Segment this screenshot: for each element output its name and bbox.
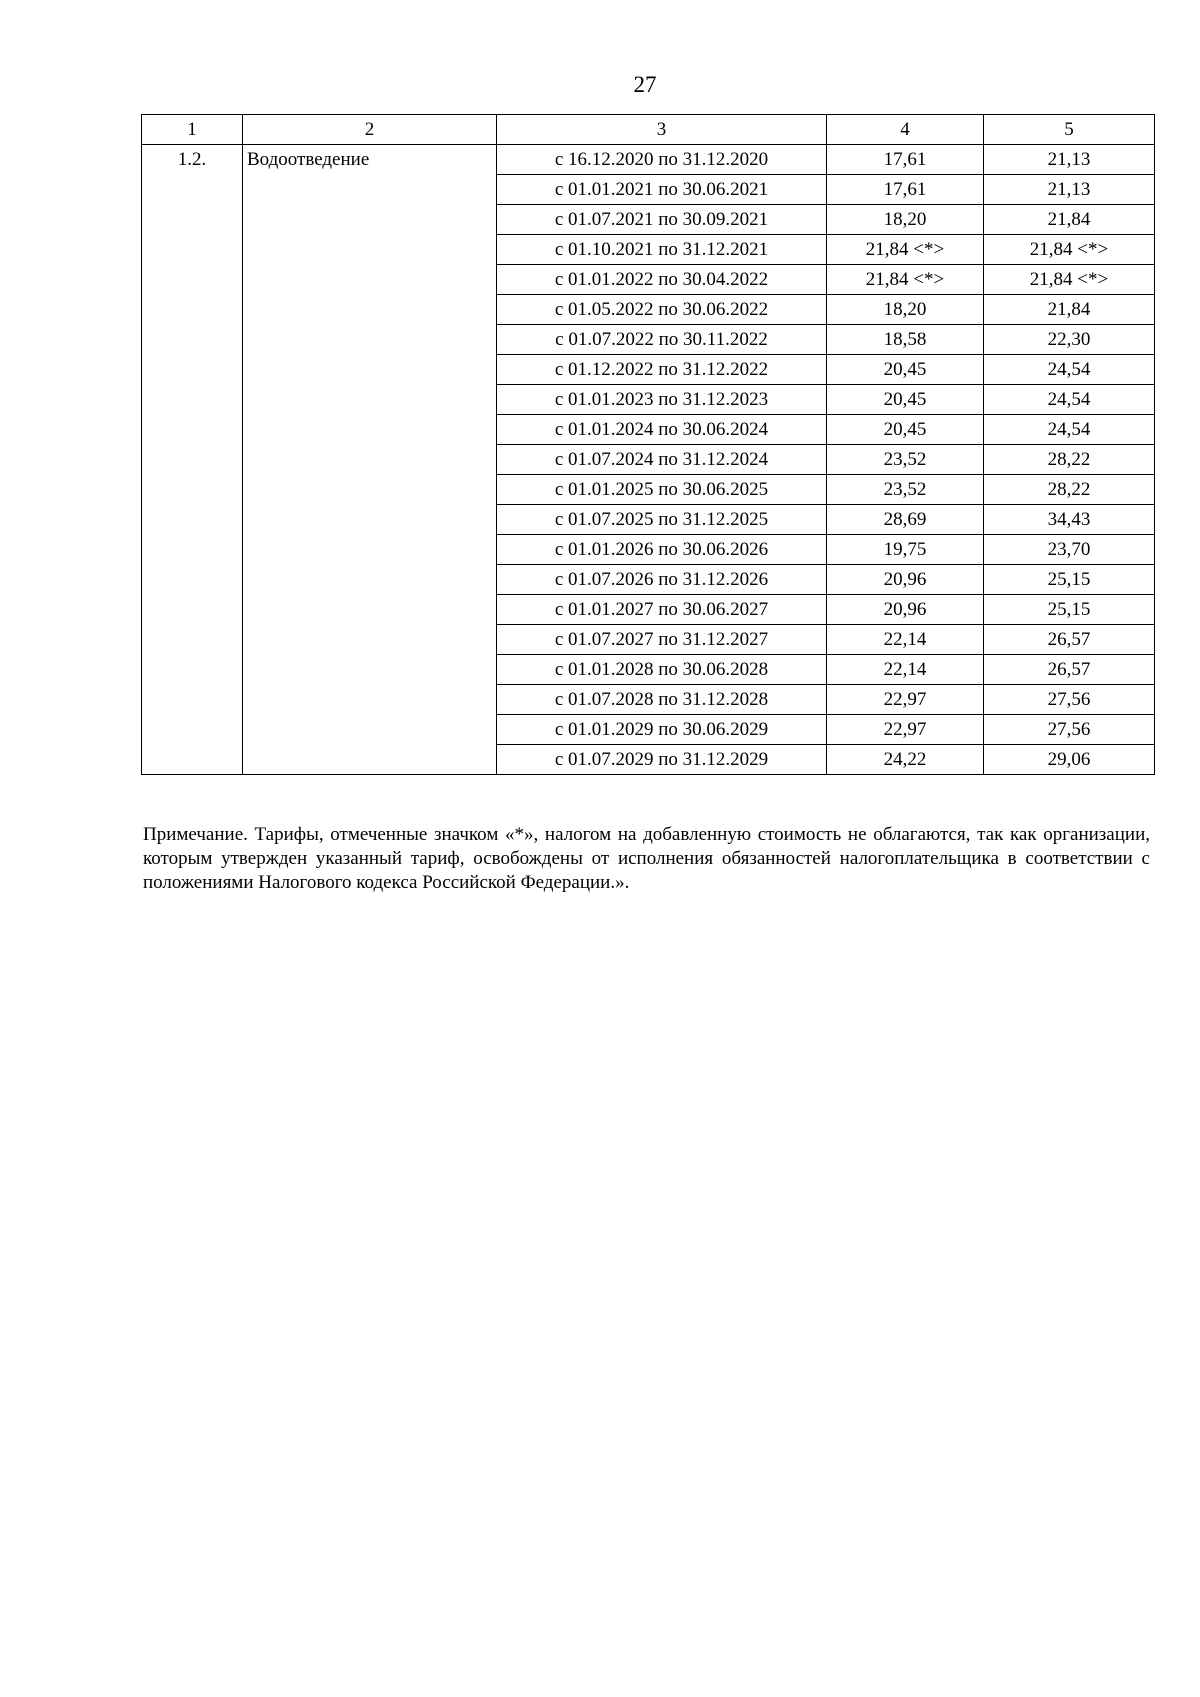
period-cell: с 01.01.2022 по 30.04.2022 xyxy=(497,265,827,295)
tariff-col4-cell: 28,69 xyxy=(827,505,984,535)
tariff-col4-cell: 22,97 xyxy=(827,715,984,745)
period-cell: с 01.01.2023 по 31.12.2023 xyxy=(497,385,827,415)
period-cell: с 01.07.2029 по 31.12.2029 xyxy=(497,745,827,775)
tariff-col5-cell: 24,54 xyxy=(984,355,1155,385)
table-row xyxy=(142,145,1155,175)
period-cell: с 01.01.2027 по 30.06.2027 xyxy=(497,595,827,625)
tariff-col5-cell: 28,22 xyxy=(984,475,1155,505)
tariff-col5-cell: 21,84 <*> xyxy=(984,265,1155,295)
tariff-col4-cell: 17,61 xyxy=(827,175,984,205)
tariff-col4-cell: 17,61 xyxy=(827,145,984,175)
note-text: Примечание. Тарифы, отмеченные значком «*», налогом на добавленную стоимость не облагаются, так как организации, которым утвержден указанный тариф, освобождены от исполнения обязанностей налогоплательщика в соответствии с положениями Налогового кодекса Российской Федерации.». xyxy=(143,824,1150,893)
tariff-col5-cell: 26,57 xyxy=(984,625,1155,655)
tariff-col5-cell: 29,06 xyxy=(984,745,1155,775)
tariff-col4-cell: 22,14 xyxy=(827,625,984,655)
tariff-col4-cell: 20,96 xyxy=(827,565,984,595)
tariff-col5-cell: 24,54 xyxy=(984,415,1155,445)
table-body xyxy=(142,145,1155,775)
tariff-col5-cell: 28,22 xyxy=(984,445,1155,475)
period-cell: с 01.01.2028 по 30.06.2028 xyxy=(497,655,827,685)
tariff-table xyxy=(141,114,1155,775)
period-cell: с 01.07.2022 по 30.11.2022 xyxy=(497,325,827,355)
tariff-col5-cell: 23,70 xyxy=(984,535,1155,565)
period-cell: с 01.07.2026 по 31.12.2026 xyxy=(497,565,827,595)
period-cell: с 01.07.2027 по 31.12.2027 xyxy=(497,625,827,655)
period-cell: с 01.01.2026 по 30.06.2026 xyxy=(497,535,827,565)
period-cell: с 01.07.2025 по 31.12.2025 xyxy=(497,505,827,535)
tariff-col5-cell: 26,57 xyxy=(984,655,1155,685)
period-cell: с 01.01.2024 по 30.06.2024 xyxy=(497,415,827,445)
header-col-5: 5 xyxy=(984,115,1155,145)
period-cell: с 01.12.2022 по 31.12.2022 xyxy=(497,355,827,385)
header-col-3: 3 xyxy=(497,115,827,145)
tariff-col4-cell: 21,84 <*> xyxy=(827,265,984,295)
period-cell: с 16.12.2020 по 31.12.2020 xyxy=(497,145,827,175)
tariff-col5-cell: 22,30 xyxy=(984,325,1155,355)
tariff-col5-cell: 24,54 xyxy=(984,385,1155,415)
tariff-col5-cell: 27,56 xyxy=(984,685,1155,715)
item-number: 1.2. xyxy=(142,145,243,775)
tariff-col4-cell: 18,58 xyxy=(827,325,984,355)
table-header-row xyxy=(142,115,1155,145)
tariff-col4-cell: 22,14 xyxy=(827,655,984,685)
period-cell: с 01.01.2029 по 30.06.2029 xyxy=(497,715,827,745)
tariff-col4-cell: 24,22 xyxy=(827,745,984,775)
header-col-4: 4 xyxy=(827,115,984,145)
tariff-col5-cell: 21,84 <*> xyxy=(984,235,1155,265)
header-col-2: 2 xyxy=(243,115,497,145)
tariff-col4-cell: 18,20 xyxy=(827,295,984,325)
header-col-1: 1 xyxy=(142,115,243,145)
tariff-col5-cell: 25,15 xyxy=(984,595,1155,625)
period-cell: с 01.10.2021 по 31.12.2021 xyxy=(497,235,827,265)
period-cell: с 01.07.2021 по 30.09.2021 xyxy=(497,205,827,235)
tariff-col4-cell: 20,45 xyxy=(827,355,984,385)
tariff-col4-cell: 21,84 <*> xyxy=(827,235,984,265)
tariff-col5-cell: 21,13 xyxy=(984,145,1155,175)
tariff-col4-cell: 20,45 xyxy=(827,415,984,445)
tariff-col4-cell: 19,75 xyxy=(827,535,984,565)
period-cell: с 01.07.2028 по 31.12.2028 xyxy=(497,685,827,715)
tariff-col4-cell: 23,52 xyxy=(827,445,984,475)
page-number: 27 xyxy=(633,72,657,97)
tariff-col5-cell: 25,15 xyxy=(984,565,1155,595)
tariff-col5-cell: 27,56 xyxy=(984,715,1155,745)
period-cell: с 01.01.2021 по 30.06.2021 xyxy=(497,175,827,205)
tariff-col4-cell: 20,96 xyxy=(827,595,984,625)
tariff-col4-cell: 18,20 xyxy=(827,205,984,235)
period-cell: с 01.01.2025 по 30.06.2025 xyxy=(497,475,827,505)
tariff-col5-cell: 34,43 xyxy=(984,505,1155,535)
tariff-col4-cell: 20,45 xyxy=(827,385,984,415)
period-cell: с 01.05.2022 по 30.06.2022 xyxy=(497,295,827,325)
tariff-col5-cell: 21,13 xyxy=(984,175,1155,205)
tariff-col4-cell: 22,97 xyxy=(827,685,984,715)
tariff-col5-cell: 21,84 xyxy=(984,295,1155,325)
tariff-col5-cell: 21,84 xyxy=(984,205,1155,235)
period-cell: с 01.07.2024 по 31.12.2024 xyxy=(497,445,827,475)
item-name: Водоотведение xyxy=(243,145,497,775)
tariff-col4-cell: 23,52 xyxy=(827,475,984,505)
